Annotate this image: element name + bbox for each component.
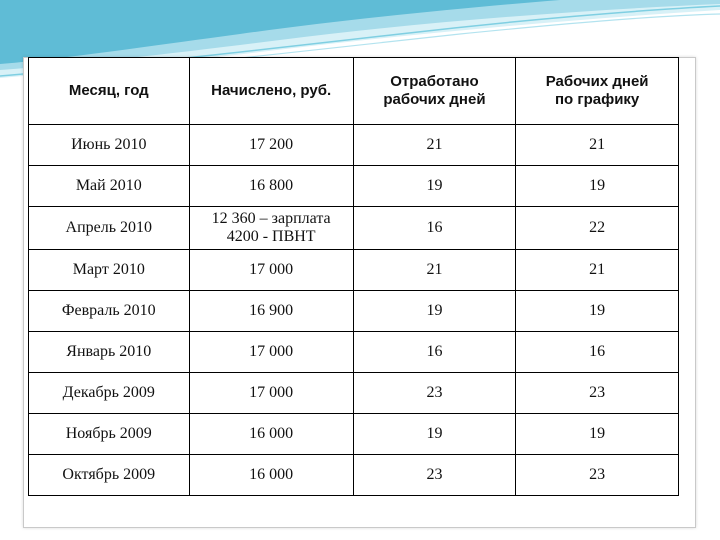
cell-worked: 19: [353, 166, 516, 207]
cell-worked: 21: [353, 250, 516, 291]
table-row: [29, 332, 679, 373]
table-row: [29, 291, 679, 332]
header-worked-line2: рабочих дней: [383, 91, 486, 108]
table-row: [29, 250, 679, 291]
cell-month: Декабрь 2009: [29, 373, 190, 414]
table-row: [29, 166, 679, 207]
cell-amount: 17 000: [189, 332, 353, 373]
cell-sched: 19: [516, 291, 679, 332]
cell-month: Февраль 2010: [29, 291, 190, 332]
header-month: Месяц, год: [29, 58, 190, 125]
table-row: [29, 414, 679, 455]
cell-amount: 16 000: [189, 414, 353, 455]
cell-sched: 21: [516, 125, 679, 166]
header-scheduled-days: [516, 58, 679, 125]
cell-amount: 16 900: [189, 291, 353, 332]
cell-amount: 17 000: [189, 250, 353, 291]
table-header-row: [29, 58, 679, 125]
cell-sched: 22: [516, 207, 679, 250]
cell-sched: 16: [516, 332, 679, 373]
cell-amount: 17 000: [189, 373, 353, 414]
cell-worked: 23: [353, 373, 516, 414]
cell-month: Январь 2010: [29, 332, 190, 373]
header-amount: Начислено, руб.: [189, 58, 353, 125]
cell-sched: 21: [516, 250, 679, 291]
header-sched-line1: Рабочих дней: [545, 73, 649, 90]
header-worked-line1: Отработано: [390, 73, 479, 90]
cell-amount-line1: 12 360 – зарплата: [211, 210, 331, 227]
cell-worked: 23: [353, 455, 516, 496]
table-row: [29, 455, 679, 496]
header-worked-days: [353, 58, 516, 125]
cell-sched: 23: [516, 455, 679, 496]
header-sched-line2: по графику: [554, 91, 640, 108]
cell-month: Апрель 2010: [29, 207, 190, 250]
cell-sched: 23: [516, 373, 679, 414]
cell-amount-line2: 4200 - ПВНТ: [226, 228, 316, 245]
cell-amount-note: [189, 207, 353, 250]
table-row: [29, 207, 679, 250]
cell-sched: 19: [516, 166, 679, 207]
cell-worked: 16: [353, 332, 516, 373]
table-row: [29, 373, 679, 414]
cell-amount: 17 200: [189, 125, 353, 166]
wave-line-3: [520, 20, 720, 40]
cell-worked: 21: [353, 125, 516, 166]
cell-month: Март 2010: [29, 250, 190, 291]
cell-month: Май 2010: [29, 166, 190, 207]
salary-table: [28, 57, 679, 496]
cell-worked: 16: [353, 207, 516, 250]
cell-sched: 19: [516, 414, 679, 455]
cell-amount: 16 000: [189, 455, 353, 496]
cell-worked: 19: [353, 291, 516, 332]
cell-month: Июнь 2010: [29, 125, 190, 166]
cell-worked: 19: [353, 414, 516, 455]
cell-month: Октябрь 2009: [29, 455, 190, 496]
table-row: [29, 125, 679, 166]
cell-amount: 16 800: [189, 166, 353, 207]
cell-month: Ноябрь 2009: [29, 414, 190, 455]
